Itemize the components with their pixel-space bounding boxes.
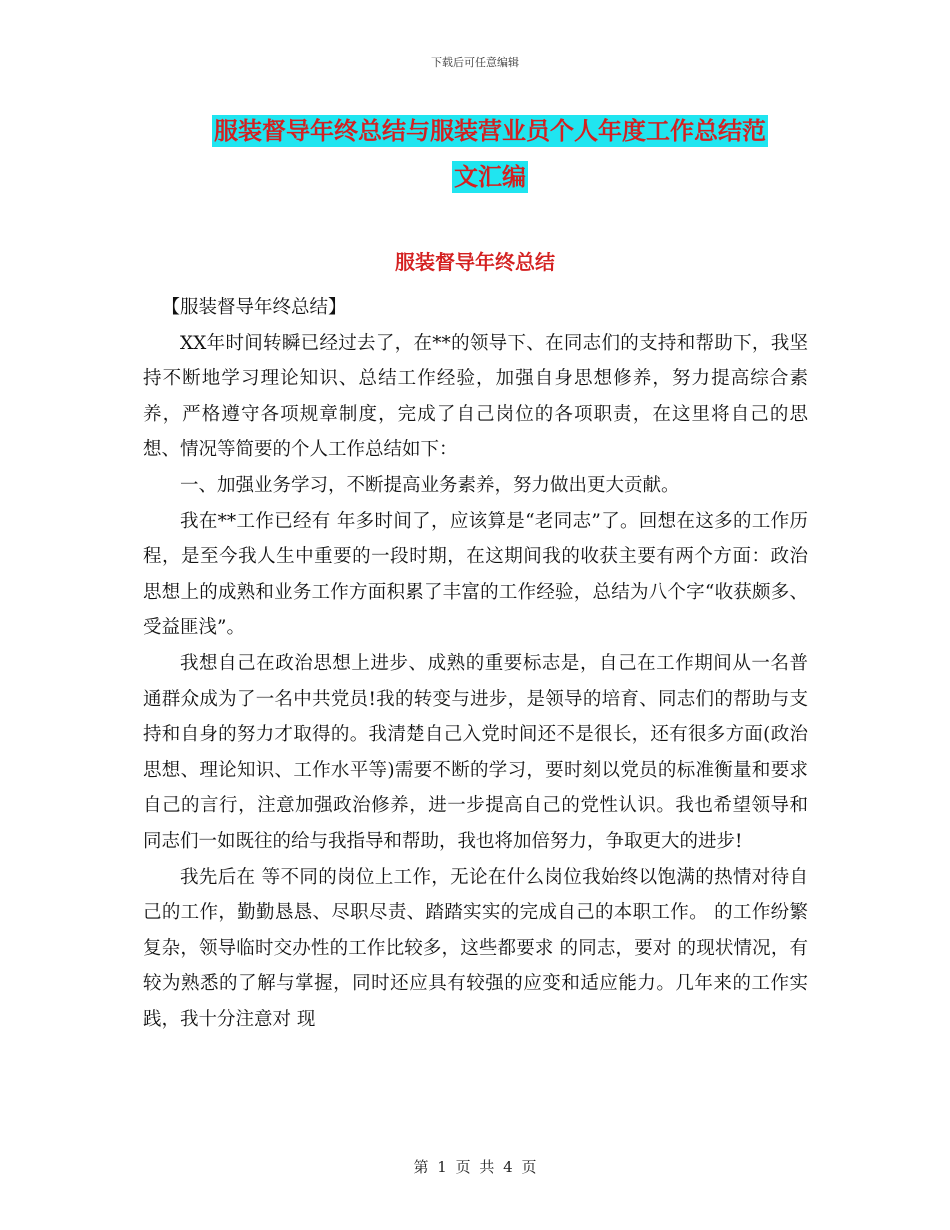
document-title (140, 108, 840, 200)
paragraph-political: 我想自己在政治思想上进步、成熟的重要标志是，自己在工作期间从一名普通群众成为了一名中共党员!我的转变与进步，是领导的培育、同志们的帮助与支持和自身的努力才取得的。我清楚自己入党时间还不是很长，还有很多方面(政治思想、理论知识、工作水平等)需要不断的学习，要时刻以党员的标准衡量和要求自己的言行，注意加强政治修养，进一步提高自己的党性认识。我也希望领导和同志们一如既往的给与我指导和帮助，我也将加倍努力，争取更大的进步! (143, 652, 808, 852)
page-number: 第 1 页 共 4 页 (413, 1158, 537, 1176)
paragraph-intro: XX年时间转瞬已经过去了，在**的领导下、在同志们的支持和帮助下，我坚持不断地学习理论知识、总结工作经验，加强自身思想修养，努力提高综合素养，严格遵守各项规章制度，完成了自己岗位的各项职责，在这里将自己的思想、情况等简要的个人工作总结如下： (143, 332, 808, 461)
document-title-line-1: 服装督导年终总结与服装营业员个人年度工作总结范 (214, 117, 766, 145)
paragraph-point-one: 一、加强业务学习，不断提高业务素养，努力做出更大贡献。 (180, 474, 680, 496)
section-title: 服装督导年终总结 (395, 250, 555, 274)
document-title-line-2: 文汇编 (454, 163, 526, 191)
document-body (143, 290, 808, 1037)
paragraph-experience: 我在**工作已经有 年多时间了，应该算是“老同志”了。回想在这多的工作历程，是至今我人生中重要的一段时期，在这期间我的收获主要有两个方面：政治思想上的成熟和业务工作方面积累了丰富的工作经验，总结为八个字“收获颇多、受益匪浅”。 (143, 510, 808, 639)
paragraph-positions: 我先后在 等不同的岗位上工作，无论在什么岗位我始终以饱满的热情对待自己的工作，勤勤恳恳、尽职尽责、踏踏实实的完成自己的本职工作。 的工作纷繁复杂，领导临时交办性的工作比较多，这些都要求 的同志，要对 的现状情况，有较为熟悉的了解与掌握，同时还应具有较强的应变和适应能力。几年来的工作实践，我十分注意对 现 (143, 866, 808, 1030)
bracket-heading: 【服装督导年终总结】 (161, 297, 347, 318)
header-note: 下载后可任意编辑 (431, 56, 519, 69)
